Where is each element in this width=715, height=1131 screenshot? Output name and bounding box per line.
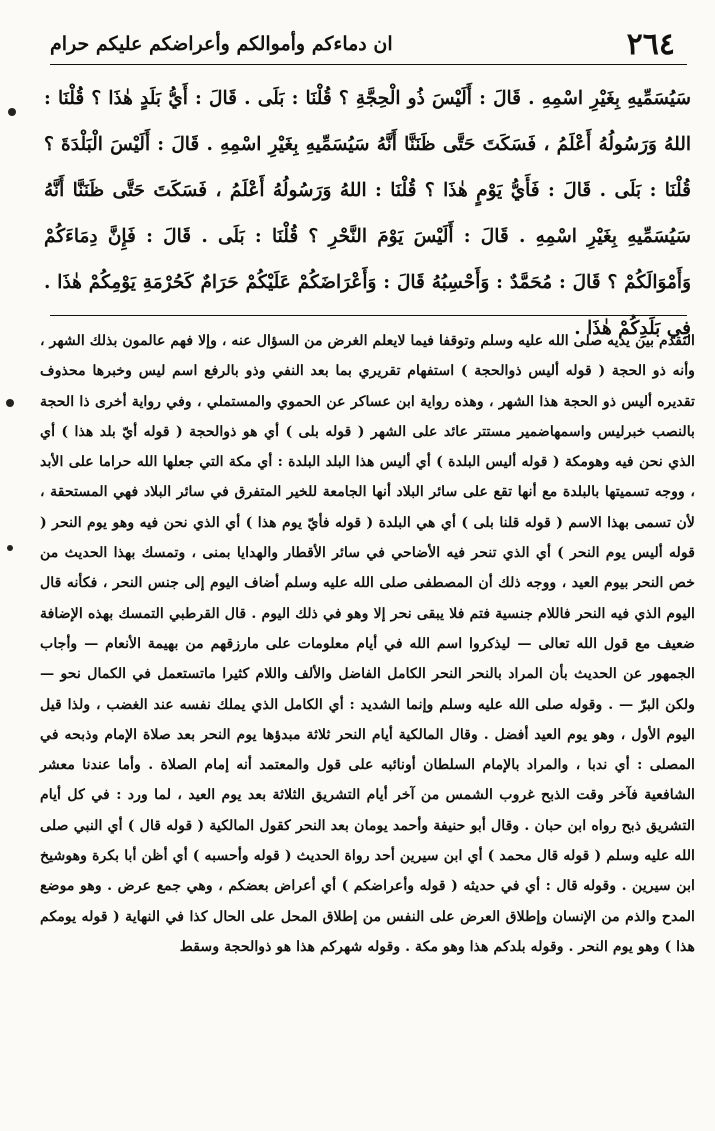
ink-blot-icon: [6, 106, 18, 118]
running-title: ان دماءكم وأموالكم وأعراضكم عليكم حرام: [50, 33, 393, 55]
page-header: [50, 22, 675, 66]
page-number: ٢٦٤: [626, 26, 675, 62]
commentary-text: التقدم بين يديه صلى الله عليه وسلم وتوقفا فيما لايعلم الغرض من السؤال عنه ، وإلا فهم عالمون بذلك الشهر ، وأنه ذو الحجة ( قوله أليس ذوالحجة ) استفهام تقريري بما بعد النفي وذو بالرفع اسم ليس وخبرها محذوف تقديره أليس ذو الحجة هذا الشهر ، وهذه رواية ابن عساكر عن الحموي والمستملي ، وفي رواية أخرى ذا الحجة بالنصب خبرليس واسمهاضمير مستتر عائد على الشهر ( قوله بلى ) أي هو ذوالحجة ( قوله أيّ بلد هذا ) أي الذي نحن فيه وهومكة ( قوله أليس البلدة ) أي أليس هذا البلد البلدة : أي مكة التي جعلها الله حراما على الأبد ، ووجه تسميتها بالبلدة مع أنها تقع على سائر البلاد أنها الجامعة للخير المتفرق في سائر البلاد فهي المستحقة ، لأن تسمى بهذا الاسم ( قوله قلنا بلى ) أي هي البلدة ( قوله فأيّ يوم هذا ) أي الذي نحن فيه وهو يوم النحر ( قوله أليس يوم النحر ) أي الذي تنحر فيه الأضاحي في سائر الأقطار والهدايا بمنى ، وتمسك بهذا الحديث من خص النحر بيوم العيد ، ووجه ذلك أن المصطفى صلى الله عليه وسلم أضاف اليوم إلى جنس النحر ، فكأنه قال اليوم الذي فيه النحر فاللام جنسية فتم فلا يبقى نحر إلا وهو في ذلك اليوم . قال القرطبي التمسك بهذه الإضافة ضعيف مع قول الله تعالى — ليذكروا اسم الله في أيام معلومات على مارزقهم من بهيمة الأنعام — وأجاب الجمهور عن الحديث بأن المراد بالنحر النحر الكامل الفاضل والألف واللام كثيرا ماتستعمل في الكمال نحو — ولكن البرّ — . وقوله صلى الله عليه وسلم وإنما الشديد : أي الكامل الذي يملك نفسه عند الغضب ، ولذا قيل اليوم الأول ، وهو يوم العيد أفضل . وقال المالكية أيام النحر ثلاثة مبدؤها يوم النحر بعد صلاة الإمام وذبحه في المصلى : أي ندبا ، والمراد بالإمام السلطان أونائبه على قول والمعتمد أنه إمام الصلاة . وأما عندنا معشر الشافعية فآخر وقت الذبح غروب الشمس من آخر أيام التشريق الثلاثة بعد يوم العيد ، لما ورد : في كل أيام التشريق ذبح رواه ابن حبان . وقال أبو حنيفة وأحمد يومان بعد النحر كقول المالكية ( قوله قال ) أي النبي صلى الله عليه وسلم ( قوله قال محمد ) أي ابن سيرين أحد رواة الحديث ( قوله وأحسبه ) أي أظن أبا بكرة وهوشيخ ابن سيرين . وقوله قال : أي في حديثه ( قوله وأعراضكم ) أي أعراض بعضكم ، وهي جمع عرض . وهو موضع المدح والذم من الإنسان وإطلاق العرض على النفس من إطلاق المحل على الحال كذا في النهاية ( قوله يومكم هذا ) وهو يوم النحر . وقوله بلدكم هذا وهو مكة . وقوله شهركم هذا هو ذوالحجة وسقط: [40, 333, 695, 955]
hadith-text: سَيُسَمِّيهِ بِغَيْرِ اسْمِهِ . قَالَ : أَلَيْسَ ذُو الْحِجَّةِ ؟ قُلْنَا : بَلَى . قَالَ : أَيُّ بَلَدٍ هٰذَا ؟ قُلْنَا : اللهُ وَرَسُولُهُ أَعْلَمُ ، فَسَكَتَ حَتَّى ظَنَنَّا أَنَّهُ سَيُسَمِّيهِ بِغَيْرِ اسْمِهِ . قَالَ : أَلَيْسَ الْبَلْدَةَ ؟ قُلْنَا : بَلَى . قَالَ : فَأَيُّ يَوْمٍ هٰذَا ؟ قُلْنَا : اللهُ وَرَسُولُهُ أَعْلَمُ ، فَسَكَتَ حَتَّى ظَنَنَّا أَنَّهُ سَيُسَمِّيهِ بِغَيْرِ اسْمِهِ . قَالَ : أَلَيْسَ يَوْمَ النَّحْرِ ؟ قُلْنَا : بَلَى . قَالَ : فَإِنَّ دِمَاءَكُمْ وَأَمْوَالَكُمْ ؟ قَالَ : مُحَمَّدٌ : وَأَحْسِبُهُ قَالَ : وَأَعْرَاضَكُمْ عَلَيْكُمْ حَرَامٌ كَحُرْمَةِ يَوْمِكُمْ هٰذَا . فِي بَلَدِكُمْ هٰذَا .: [44, 88, 691, 339]
header-divider: [50, 64, 687, 65]
ink-blot-icon: [4, 397, 16, 409]
text-divider: [50, 315, 687, 316]
ink-blot-icon: [4, 542, 16, 554]
